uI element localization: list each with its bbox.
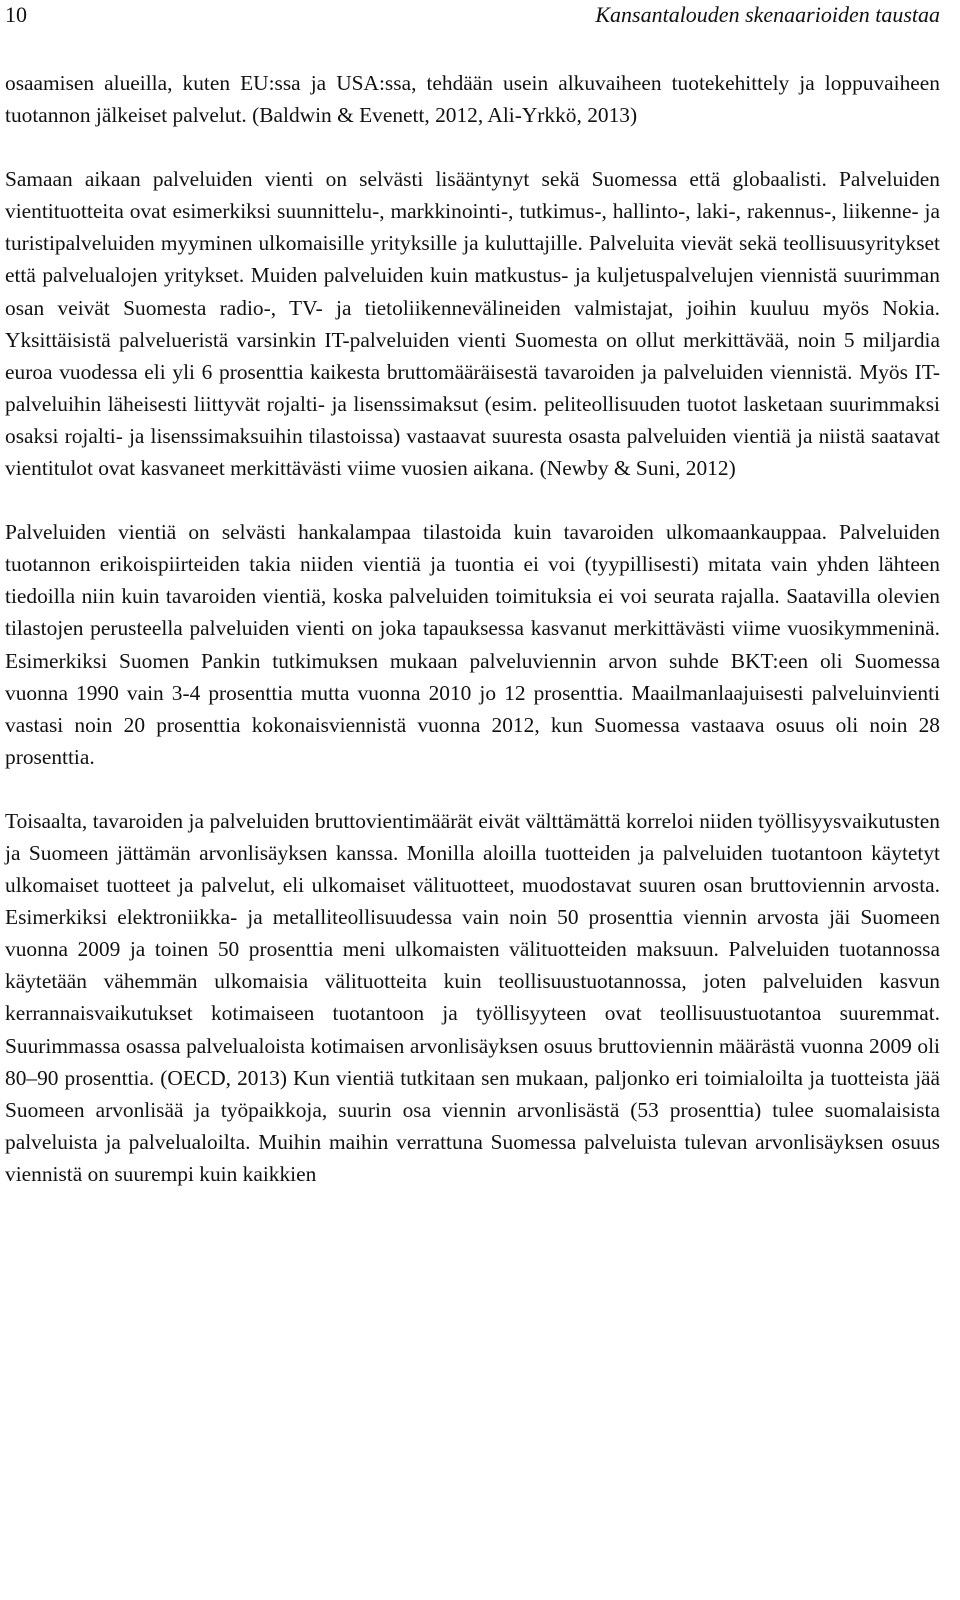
running-title: Kansantalouden skenaarioiden taustaa bbox=[595, 2, 940, 27]
paragraph-statistics: Palveluiden vientiä on selvästi hankalampaa tilastoida kuin tavaroiden ulkomaankauppaa. Palveluiden tuotannon erikoispiirteiden takia niiden vientiä ja tuontia ei voi (tyypillisesti) mitata vain yhden lähteen tiedoilla niin kuin tavaroiden vientiä, koska palveluiden toimituksia ei voi seurata rajalla. Saatavilla olevien tilastojen perusteella palveluiden vienti on joka tapauksessa kasvanut merkittävästi viime vuosikymmeninä. Esimerkiksi Suomen Pankin tutkimuksen mukaan palveluviennin arvon suhde BKT:een oli Suomessa vuonna 1990 vain 3-4 prosenttia mutta vuonna 2010 jo 12 prosenttia. Maailmanlaajuisesti palveluinvienti vastasi noin 20 prosenttia kokonaisviennistä vuonna 2012, kun Suomessa vastaava osuus oli noin 28 prosenttia. bbox=[5, 520, 940, 769]
paragraph-service-development: osaamisen alueilla, kuten EU:ssa ja USA:ssa, tehdään usein alkuvaiheen tuotekehittely ja loppuvaiheen tuotannon jälkeiset palvelut. (Baldwin & Evenett, 2012, Ali-Yrkkö, 2013) bbox=[5, 71, 940, 128]
paragraph-value-added: Toisaalta, tavaroiden ja palveluiden bruttovientimäärät eivät välttämättä korreloi niiden työllisyysvaikutusten ja Suomeen jättämän arvonlisäyksen kanssa. Monilla aloilla tuotteiden ja palveluiden tuotantoon käytetyt ulkomaiset tuotteet ja palvelut, eli ulkomaiset välituotteet, muodostavat suuren osan bruttoviennin arvosta. Esimerkiksi elektroniikka- ja metalliteollisuudessa vain noin 50 prosenttia viennin arvosta jäi Suomeen vuonna 2009 ja toinen 50 prosenttia meni ulkomaisten välituotteiden maksuun. Palveluiden tuotannossa käytetään vähemmän ulkomaisia välituotteita kuin teollisuustuotannossa, joten palveluiden kasvun kerrannaisvaikutukset kotimaiseen tuotantoon ja työllisyyteen ovat teollisuustuotantoa suuremmat. Suurimmassa osassa palvelualoista kotimaisen arvonlisäyksen osuus bruttoviennin määrästä vuonna 2009 oli 80–90 prosenttia. (OECD, 2013) Kun vientiä tutkitaan sen mukaan, paljonko eri toimialoilta ja tuotteista jää Suomeen arvonlisää ja työpaikkoja, suurin osa viennin arvonlisästä (53 prosenttia) tulee suomalaisista palveluista ja palvelualoilta. Muihin maihin verrattuna Suomessa palveluista tulevan arvonlisäyksen osuus viennistä on suurempi kuin kaikkien bbox=[5, 808, 940, 1186]
page-number: 10 bbox=[5, 2, 27, 27]
document-body bbox=[5, 67, 940, 1190]
paragraph-service-exports: Samaan aikaan palveluiden vienti on selvästi lisääntynyt sekä Suomessa että globaalisti. Palveluiden vientituotteita ovat esimerkiksi suunnittelu-, markkinointi-, tutkimus-, hallinto-, laki-, rakennus-, liikenne- ja turistipalveluiden myyminen ulkomaisille yrityksille ja kuluttajille. Palveluita vievät sekä teollisuusyritykset että palvelualojen yritykset. Muiden palveluiden kuin matkustus- ja kuljetuspalvelujen viennistä suurimman osan veivät Suomesta radio-, TV- ja tietoliikennevälineiden valmistajat, joihin kuuluu myös Nokia. Yksittäisistä palvelueristä varsinkin IT-palveluiden vienti Suomesta on ollut merkittävää, noin 5 miljardia euroa vuodessa eli yli 6 prosenttia kaikesta bruttomääräisestä tavaroiden ja palveluiden viennistä. Myös IT-palveluihin läheisesti liittyvät rojalti- ja lisenssimaksut (esim. peliteollisuuden tuotot lasketaan suurimmaksi osaksi rojalti- ja lisenssimaksuihin tilastoissa) vastaavat suuresta osasta palveluiden vientiä ja niistä saatavat vientitulot ovat kasvaneet merkittävästi viime vuosien aikana. (Newby & Suni, 2012) bbox=[5, 167, 940, 481]
page-header bbox=[5, 0, 940, 30]
document-page bbox=[5, 0, 940, 1600]
